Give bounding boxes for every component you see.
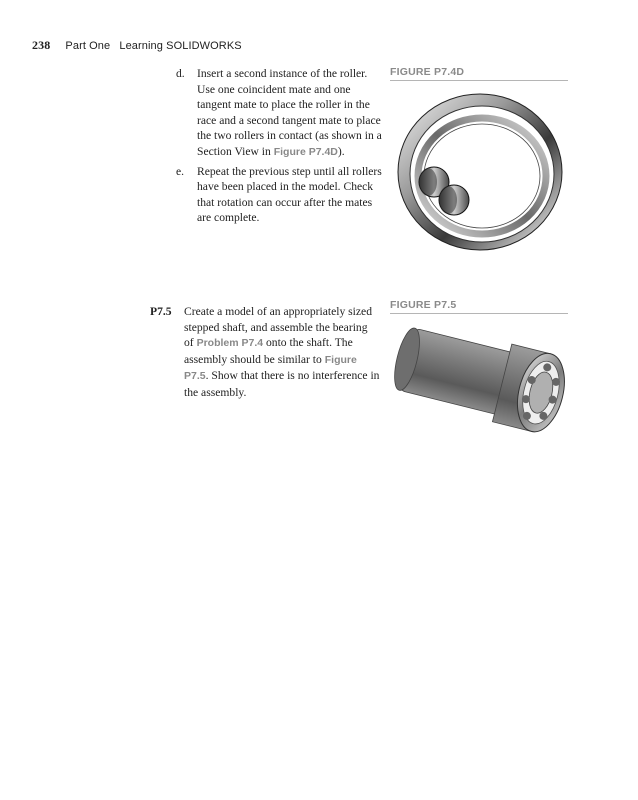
step-list [176, 66, 382, 229]
problem-text-part: Create a model of an appropriately sized stepped shaft, and assemble the bearing of [184, 305, 372, 350]
step-text-end: ). [337, 144, 345, 158]
problem-number: P7.5 [150, 305, 172, 318]
step-d [176, 66, 382, 161]
page-number: 238 [32, 38, 51, 52]
step-label: e. [176, 164, 185, 178]
shaft-bearing-assembly-icon [392, 316, 572, 446]
problem-text-part: . Show that there is no interference in the assembly. [184, 369, 380, 399]
shaft-assembly-figure [392, 316, 572, 446]
part-label: Part One [65, 40, 111, 52]
running-header [32, 38, 242, 53]
step-text: Insert a second instance of the roller. Use one coincident mate and one tangent mate to place the roller in the race and a second tangent mate to place the two rollers in contact (as shown in a Section View in [197, 67, 382, 158]
step-text: Repeat the previous step until all rollers have been placed in the model. Check that rotation can occur after the mates are complete. [197, 164, 382, 225]
problem-text [184, 304, 380, 401]
bearing-section-icon [392, 78, 570, 260]
figure-caption-p7-5: FIGURE P7.5 [390, 299, 568, 314]
problem-p7-5 [150, 304, 380, 401]
step-label: d. [176, 67, 185, 80]
problem-text-part: onto the shaft. The assembly should be similar to [184, 336, 353, 366]
step-e [176, 164, 382, 226]
problem-reference-link[interactable]: Problem P7.4 [196, 337, 264, 350]
bearing-section-figure [392, 78, 570, 260]
book-title: Learning SOLIDWORKS [119, 40, 242, 52]
figure-reference-link[interactable]: Figure P7.5 [184, 353, 357, 383]
figure-reference-link[interactable]: Figure P7.4D [273, 145, 338, 158]
figure-caption-p7-4d: FIGURE P7.4D [390, 66, 568, 81]
